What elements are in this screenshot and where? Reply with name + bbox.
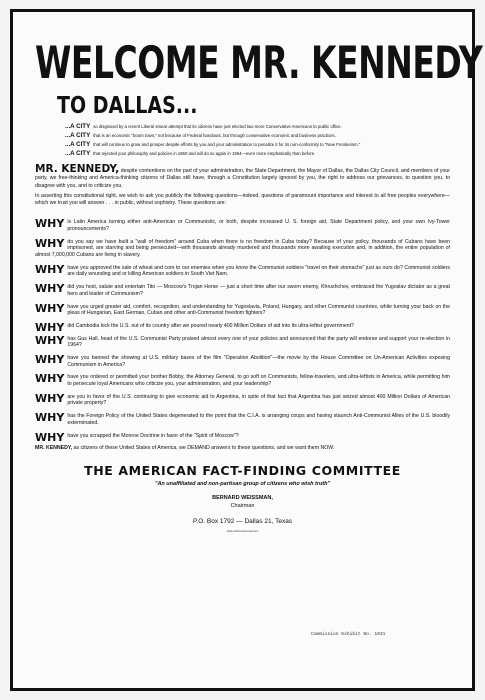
question-item bbox=[35, 219, 450, 232]
a-city-line bbox=[65, 149, 450, 158]
closing-paragraph bbox=[35, 445, 450, 452]
exhibit-stamp: Commission Exhibit No. 1031 bbox=[311, 632, 386, 637]
footnote: Paid political advertisement bbox=[226, 529, 259, 533]
question-text: did you host, salute and entertain Tito — Moscow's Trojan Horse — just a short time after our sworn enemy, Khrushchev, embraced the Yugoslav dictator as a great hero and leader of Communism? bbox=[67, 284, 450, 297]
question-text: has Gus Hall, head of the U.S. Communist Party praised almost every one of your policies and announced that the party will endorse and support your re-election in 1964? bbox=[67, 335, 450, 349]
question-text: have you urged greater aid, comfort, recognition, and understanding for Yugoslavia, Poland, Hungary, and other Communist countries, while turning your back on the pleas of Hungarian, East German, Cuban and other anti-Communist freedom fighters? bbox=[67, 303, 450, 317]
question-text: are you in favor of the U.S. continuing to give economic aid to Argentina, in spite of that fact that Argentina has just seized almost 400 Million Dollars of American private property? bbox=[67, 393, 450, 407]
a-city-text: that rejected your philosophy and policies in 1960 and will do so again in 1964—even more emphatically than before. bbox=[93, 151, 316, 156]
question-item bbox=[35, 301, 450, 317]
a-city-line bbox=[65, 140, 450, 149]
signer-name: BERNARD WEISSMAN, bbox=[212, 494, 273, 501]
closing-text: as citizens of these United States of America, we DEMAND answers to these questions, and we want them NOW. bbox=[73, 445, 335, 452]
a-city-text: that is an economic "boom town," not because of Federal handouts, but through conservative economic and business practices. bbox=[93, 133, 336, 138]
question-item bbox=[35, 391, 450, 407]
why-label: WHY bbox=[35, 217, 65, 231]
why-label: WHY bbox=[35, 282, 65, 296]
closing-lead: MR. KENNEDY, bbox=[35, 445, 73, 452]
why-label: WHY bbox=[35, 391, 65, 405]
question-text: have you scrapped the Monroe Doctrine in favor of the "Spirit of Moscow"? bbox=[67, 432, 239, 439]
intro-text-1: despite contentions on the part of your administration, the State Department, the Mayor of Dallas, the Dallas City Council, and members of your party, we free-thinking and America-thinking citizens of Dallas still have, through a Constitution largely ignored by you, the right to address our grievances, to question you, to disagree with you, and to criticize you. bbox=[35, 168, 450, 189]
question-item bbox=[35, 320, 450, 334]
advertisement-page bbox=[10, 9, 483, 691]
question-text: do you say we have built a "wall of freedom" around Cuba when there is no freedom in Cuba today? Because of your policy, thousands of Cubans have been imprisoned, are starving and being persecuted—with thousands already murdered and thousands more awaiting execution and, in addition, the entire population of almost 7,000,000 Cubans are living in slavery. bbox=[35, 238, 450, 259]
question-item bbox=[35, 413, 450, 426]
question-text: have you approved the sale of wheat and corn to our enemies when you know the Communist soldiers "travel on their stomachs" just as ours do? Communist soldiers are daily wounding and or killing American soldiers in South Viet Nam. bbox=[67, 264, 450, 278]
intro-name: MR. KENNEDY, bbox=[35, 163, 120, 175]
why-label: WHY bbox=[35, 430, 65, 444]
a-city-line bbox=[65, 131, 450, 140]
question-item bbox=[35, 262, 450, 278]
why-label: WHY bbox=[35, 262, 65, 276]
organization-name: THE AMERICAN FACT-FINDING COMMITTEE bbox=[84, 462, 401, 478]
question-text: have you banned the showing at U.S. military bases of the film "Operation Abolition"—the movie by the House Committee on Un-American Activities exposing Communism in America? bbox=[67, 355, 450, 368]
question-item bbox=[35, 236, 450, 259]
question-item bbox=[35, 333, 450, 349]
a-city-lead: ...A CITY bbox=[65, 132, 91, 139]
subhead: TO DALLAS... bbox=[57, 92, 198, 119]
why-label: WHY bbox=[35, 411, 65, 425]
intro-paragraph-1 bbox=[35, 163, 450, 190]
signature-block bbox=[35, 494, 450, 510]
intro-section bbox=[35, 163, 450, 207]
why-label: WHY bbox=[35, 301, 65, 315]
a-city-lead: ...A CITY bbox=[65, 123, 91, 130]
why-label: WHY bbox=[35, 333, 65, 347]
why-label: WHY bbox=[35, 353, 65, 367]
questions-list bbox=[35, 217, 450, 444]
why-label: WHY bbox=[35, 320, 65, 334]
question-item bbox=[35, 430, 450, 444]
a-city-lead: ...A CITY bbox=[65, 141, 91, 148]
question-text: have you ordered or permitted your brother Bobby, the Attorney General, to go soft on Communists, fellow-travelers, and ultra-leftists in America, while permitting him to persecute loyal Americans who criticize you, your administration, and your leadership? bbox=[67, 374, 450, 388]
question-item bbox=[35, 374, 450, 387]
why-label: WHY bbox=[35, 372, 65, 386]
a-city-list bbox=[65, 122, 450, 158]
question-text: is Latin America turning either anti-American or Communistic, or both, despite increased U. S. foreign aid, State Department policy, and your own Ivy-Tower pronouncements? bbox=[67, 219, 450, 233]
question-item bbox=[35, 284, 450, 297]
signer-title: Chairman bbox=[230, 502, 255, 509]
question-item bbox=[35, 355, 450, 368]
a-city-lead: ...A CITY bbox=[65, 150, 91, 157]
question-text: has the Foreign Policy of the United States degenerated to the point that the C.I.A. is arranging coups and having staunch Anti-Communist Allies of the U.S. bloodily exterminated. bbox=[67, 413, 450, 426]
intro-paragraph-2: In asserting this constitutional right, we wish to ask you publicly the following questions—indeed, questions of paramount importance and interest to all free peoples everywhere—which we trust you will answer . . . in public, without sophistry. These questions are: bbox=[35, 192, 450, 207]
mailing-address: P.O. Box 1792 — Dallas 21, Texas bbox=[192, 517, 293, 525]
why-label: WHY bbox=[35, 236, 65, 250]
a-city-line bbox=[65, 122, 450, 131]
a-city-text: that will continue to grow and prosper despite efforts by you and your administration to penalize it for its non-conformity to "New Frontierism." bbox=[93, 142, 361, 147]
organization-tagline: "An unaffiliated and non-partisan group of citizens who wish truth" bbox=[154, 480, 331, 487]
question-text: did Cambodia kick the U.S. out of its country after we poured nearly 400 Million Dollars of aid into its ultra-leftist government? bbox=[67, 322, 354, 329]
a-city-text: so disgraced by a recent Liberal smear attempt that its citizens have just elected two more Conservative Americans to public office. bbox=[93, 124, 342, 129]
headline: WELCOME MR. KENNEDY bbox=[35, 35, 483, 89]
